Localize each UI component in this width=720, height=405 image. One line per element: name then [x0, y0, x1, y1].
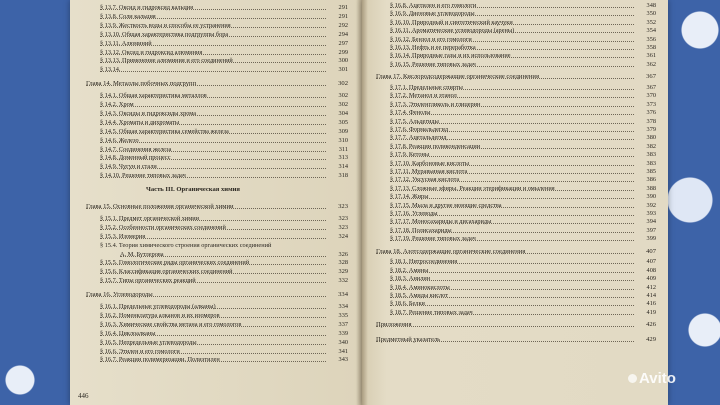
toc-title: § 16.1. Предельные углеводороды (алканы)	[100, 303, 216, 310]
leader-dots	[100, 71, 326, 72]
toc-page-number: 348	[646, 2, 656, 9]
toc-entry	[100, 172, 348, 179]
toc-heading	[146, 186, 348, 193]
toc-entry	[120, 251, 348, 258]
toc-title: § 18.2. Амины	[390, 266, 429, 274]
toc-entry	[390, 258, 656, 265]
toc-heading	[376, 336, 656, 343]
toc-title: § 17.14. Жиры	[390, 193, 429, 201]
toc-entry	[100, 215, 348, 222]
toc-page-number: 334	[338, 303, 348, 310]
toc-title: Глава 14. Металлы побочных подгрупп	[86, 80, 197, 88]
toc-page-number: 378	[646, 117, 656, 125]
toc-page-number: 362	[646, 60, 656, 68]
watermark-text: Avito	[639, 370, 676, 387]
toc-page-number: 300	[338, 57, 348, 65]
toc-title: § 13.9. Жесткость воды и способы ее устранения	[100, 21, 231, 29]
toc-page-number: 314	[338, 163, 348, 171]
toc-entry	[100, 259, 348, 266]
toc-page-number: 313	[338, 154, 348, 162]
toc-entry	[390, 61, 656, 68]
toc-entry	[100, 31, 348, 38]
toc-title: § 17.19. Решение типовых задач	[390, 235, 476, 243]
toc-title: § 15.4. Теория химического строения органических соединений	[100, 241, 272, 249]
toc-title: § 16.3. Химические свойства метана и его гомологов	[100, 320, 242, 328]
toc-title: А. М. Бутлерова	[120, 250, 164, 258]
toc-entry	[390, 202, 656, 209]
toc-page-number: 407	[646, 247, 656, 255]
toc-title: § 14.4. Хроматы и дихроматы	[100, 118, 180, 126]
toc-title: § 17.7. Ацетальдегид	[390, 134, 447, 142]
toc-title: § 15.7. Типы органических реакций	[100, 277, 196, 285]
toc-entry	[390, 235, 656, 242]
toc-entry	[100, 163, 348, 170]
toc-entry	[100, 40, 348, 47]
toc-entry	[390, 168, 656, 175]
toc-entry	[390, 309, 656, 316]
toc-entry	[100, 224, 348, 231]
toc-entry	[100, 146, 348, 153]
toc-page-number: 302	[338, 80, 348, 88]
toc-entry	[390, 10, 656, 17]
toc-entry	[100, 49, 348, 56]
toc-title: § 16.6. Этилен и его гомологи	[100, 347, 180, 355]
toc-title: § 17.11. Муравьиная кислота	[390, 168, 468, 175]
toc-entry	[390, 160, 656, 167]
toc-title: § 18.7. Решение типовых задач	[390, 308, 473, 316]
toc-entry	[390, 185, 656, 192]
toc-page-number: 379	[646, 126, 656, 133]
toc-page-number: 304	[338, 109, 348, 117]
toc-title: Глава 17. Кислородсодержащие органические соединения	[376, 73, 539, 81]
toc-title: § 13.12. Оксид и гидроксид алюминия	[100, 48, 203, 56]
toc-page-number: 361	[646, 52, 656, 60]
avito-watermark	[628, 370, 676, 387]
toc-title: § 18.6. Белки	[390, 300, 425, 308]
toc-title: § 16.7. Реакции полимеризации. Полиэтилен	[100, 356, 220, 364]
toc-title: § 17.8. Реакции поликонденсации	[390, 142, 481, 150]
toc-page-number: 328	[338, 259, 348, 267]
toc-page-number: 358	[646, 44, 656, 51]
toc-title: § 17.13. Сложные эфиры. Реакции этерификации и омыления	[390, 184, 555, 192]
toc-page-number: 305	[338, 118, 348, 126]
toc-title: § 14.3. Оксиды и гидроксиды хрома	[100, 109, 197, 117]
toc-title: § 16.10. Природный и синтетический каучуки	[390, 18, 513, 26]
toc-entry	[100, 128, 348, 135]
toc-page-number: 386	[646, 176, 656, 184]
toc-entry	[390, 275, 656, 282]
toc-title: § 16.5. Непредельные углеводороды	[100, 338, 197, 346]
toc-title: § 14.5. Общая характеристика семейства железа	[100, 127, 229, 135]
toc-page-number: 294	[338, 30, 348, 38]
toc-page-number: 334	[338, 291, 348, 299]
toc-page-number: 367	[646, 73, 656, 81]
toc-page-number: 354	[646, 27, 656, 35]
toc-title: § 17.2. Метанол и этанол	[390, 92, 457, 100]
toc-entry	[390, 27, 656, 34]
toc-title: § 16.13. Нефть и ее переработка	[390, 44, 476, 51]
toc-page-number: 291	[338, 12, 348, 20]
toc-title: § 17.17. Моносахариды и дисахариды	[390, 218, 492, 226]
toc-heading	[86, 203, 348, 210]
toc-entry	[100, 57, 348, 64]
toc-entry	[390, 227, 656, 234]
toc-heading	[376, 73, 656, 80]
toc-entry	[390, 52, 656, 59]
toc-title: § 13.14.	[100, 66, 121, 74]
toc-page-number: 393	[646, 210, 656, 217]
toc-entry	[390, 193, 656, 200]
toc-entry	[390, 109, 656, 116]
toc-title: § 14.10. Решение типовых задач	[100, 172, 186, 180]
toc-page-number: 382	[646, 142, 656, 150]
toc-entry	[100, 312, 348, 319]
toc-entry	[390, 300, 656, 307]
toc-title: § 17.4. Фенолы	[390, 109, 431, 117]
toc-page-number: 388	[646, 184, 656, 192]
toc-entry	[390, 210, 656, 217]
toc-page-number: 419	[646, 308, 656, 316]
toc-page-number: 376	[646, 109, 656, 117]
toc-page-number: 409	[646, 275, 656, 283]
toc-entry	[100, 119, 348, 126]
toc-entry	[390, 19, 656, 26]
toc-page-number: 323	[338, 223, 348, 231]
toc-entry	[100, 356, 348, 363]
toc-title: § 18.4. Аминокислоты	[390, 283, 450, 291]
toc-page-number: 311	[338, 145, 348, 153]
toc-heading	[86, 80, 348, 87]
toc-title: § 16.14. Природные газы и их использование	[390, 52, 511, 60]
toc-page-number: 412	[646, 283, 656, 291]
toc-page-number: 343	[338, 356, 348, 364]
toc-page-number: 394	[646, 218, 656, 226]
toc-entry	[100, 22, 348, 29]
toc-title: § 16.11. Ароматические углеводороды (арены)	[390, 27, 515, 35]
avito-logo-icon	[628, 374, 637, 383]
toc-page-number: 323	[338, 203, 348, 210]
toc-title: § 15.3. Изомерия	[100, 232, 146, 240]
toc-entry	[390, 218, 656, 225]
toc-page-number: 292	[338, 21, 348, 29]
toc-title: § 16.4. Циклоалканы	[100, 329, 156, 337]
toc-entry	[100, 137, 348, 144]
toc-page-number: 329	[338, 268, 348, 276]
left-page	[70, 0, 362, 405]
toc-page-number: 407	[646, 258, 656, 266]
toc-page-number: 380	[646, 134, 656, 142]
toc-entry	[100, 277, 348, 284]
toc-entry	[100, 92, 348, 99]
toc-page-number: 383	[646, 159, 656, 167]
toc-page-number: 390	[646, 193, 656, 201]
toc-page-number: 408	[646, 266, 656, 274]
toc-title: § 18.3. Анилин	[390, 275, 431, 283]
toc-page-number: 367	[646, 84, 656, 91]
toc-title: § 14.6. Железо	[100, 136, 139, 144]
toc-page-number: 356	[646, 35, 656, 43]
toc-title: § 14.9. Чугун и стали	[100, 163, 157, 171]
toc-page-number: 429	[646, 336, 656, 343]
toc-title: § 15.5. Гомологические ряды органических соединений	[100, 259, 250, 267]
toc-entry	[390, 267, 656, 274]
toc-title: § 17.5. Альдегиды	[390, 117, 439, 125]
toc-title: § 14.2. Хром	[100, 101, 134, 108]
toc-page-number: 350	[646, 10, 656, 18]
toc-entry	[390, 84, 656, 91]
toc-entry	[100, 154, 348, 161]
toc-entry	[390, 284, 656, 291]
toc-entry	[100, 321, 348, 328]
toc-title: Глава 18. Азотсодержащие органические соединения	[376, 247, 526, 255]
toc-entry	[390, 126, 656, 133]
leader-dots	[390, 305, 634, 306]
toc-title: § 16.12. Бензол и его гомологи	[390, 35, 472, 43]
toc-title: § 17.10. Карбоновые кислоты	[390, 159, 469, 167]
toc-entry	[100, 4, 348, 11]
toc-title: Глава 15. Основные положения органической химии	[86, 203, 234, 210]
toc-entry	[100, 242, 348, 249]
toc-entry	[390, 92, 656, 99]
toc-page-number: 416	[646, 300, 656, 308]
toc-page-number: 352	[646, 18, 656, 26]
toc-title: § 15.2. Особенности органических соединений	[100, 223, 226, 231]
toc-page-number: 392	[646, 201, 656, 209]
toc-title: § 16.8. Ацетилен и его гомологи	[390, 2, 477, 9]
toc-page-number: 318	[338, 172, 348, 180]
toc-entry	[390, 176, 656, 183]
toc-title: Глава 16. Углеводороды	[86, 291, 153, 299]
toc-page-number: 426	[646, 321, 656, 329]
toc-entry	[390, 101, 656, 108]
toc-page-number: 297	[338, 39, 348, 47]
toc-title: Предметный указатель	[376, 336, 441, 343]
toc-title: § 13.10. Общая характеристика подгруппы бора	[100, 30, 229, 38]
toc-title: § 16.9. Диеновые углеводороды	[390, 10, 475, 18]
toc-page-number: 324	[338, 232, 348, 240]
toc-page-number: 323	[338, 214, 348, 222]
toc-entry	[100, 233, 348, 240]
leader-dots	[376, 326, 634, 327]
toc-page-number: 383	[646, 151, 656, 159]
toc-page-number: 291	[338, 4, 348, 11]
toc-heading	[86, 291, 348, 298]
toc-title: Часть III. Органическая химия	[146, 186, 240, 194]
toc-page-number: 337	[338, 320, 348, 328]
toc-title: § 14.1. Общая характеристика металлов	[100, 92, 207, 100]
toc-title: § 17.18. Полисахариды	[390, 226, 452, 234]
toc-entry	[390, 36, 656, 43]
toc-entry	[100, 330, 348, 337]
toc-page-number: 335	[338, 311, 348, 319]
toc-page-number: 397	[646, 226, 656, 234]
toc-entry	[100, 339, 348, 346]
toc-entry	[390, 151, 656, 158]
toc-title: § 15.6. Классификация органических соединений	[100, 268, 233, 276]
toc-title: Приложения	[376, 321, 412, 329]
toc-heading	[376, 248, 656, 255]
toc-page-number: 341	[338, 347, 348, 355]
toc-entry	[100, 348, 348, 355]
right-page	[362, 0, 668, 405]
toc-title: § 13.13. Применение алюминия и его соединений	[100, 57, 233, 65]
toc-page-number: 399	[646, 235, 656, 243]
toc-entry	[390, 134, 656, 141]
toc-page-number: 299	[338, 48, 348, 56]
toc-entry	[100, 268, 348, 275]
toc-title: § 17.9. Кетоны	[390, 151, 430, 159]
toc-page-number: 370	[646, 92, 656, 100]
toc-title: § 14.8. Доменный процесс	[100, 154, 171, 162]
toc-page-number: 301	[338, 66, 348, 74]
toc-page-number: 326	[338, 250, 348, 258]
toc-page-number: 373	[646, 100, 656, 108]
toc-page-number: 302	[338, 101, 348, 108]
toc-entry	[390, 2, 656, 9]
toc-page-number: 310	[338, 136, 348, 144]
toc-entry	[100, 13, 348, 20]
toc-title: § 18.1. Нитросоединения	[390, 258, 458, 266]
book-spine	[356, 0, 368, 405]
toc-title: § 13.7. Оксид и гидроксид кальция	[100, 4, 193, 11]
toc-entry	[100, 66, 348, 73]
toc-page-number: 332	[338, 277, 348, 285]
toc-page-number: 385	[646, 168, 656, 175]
toc-title: § 18.5. Амиды кислот	[390, 292, 448, 299]
toc-title: § 16.15. Решение типовых задач	[390, 60, 476, 68]
toc-title: § 13.11. Алюминий	[100, 39, 152, 47]
toc-entry	[100, 101, 348, 108]
toc-page-number: 340	[338, 338, 348, 346]
toc-title: § 13.8. Соли кальция	[100, 12, 156, 20]
toc-entry	[390, 143, 656, 150]
toc-page-number: 302	[338, 92, 348, 100]
toc-title: § 15.1. Предмет органической химии	[100, 214, 200, 222]
toc-title: § 17.16. Углеводы	[390, 210, 438, 217]
toc-title: § 16.2. Номенклатура алканов и их изомеров	[100, 311, 220, 319]
toc-title: § 14.7. Соединения железа	[100, 145, 172, 153]
toc-entry	[390, 292, 656, 299]
toc-page-number: 414	[646, 292, 656, 299]
toc-title: § 17.15. Мыла и другие моющие средства	[390, 201, 502, 209]
toc-page-number: 339	[338, 329, 348, 337]
toc-entry	[390, 118, 656, 125]
toc-entry	[100, 303, 348, 310]
toc-title: § 17.3. Этиленгликоль и глицерин	[390, 100, 481, 108]
toc-title: § 17.12. Уксусная кислота	[390, 176, 460, 184]
toc-entry	[390, 44, 656, 51]
toc-entry	[100, 110, 348, 117]
page-number: 446	[78, 392, 89, 400]
toc-title: § 17.1. Предельные спирты	[390, 84, 463, 91]
toc-title: § 17.6. Формальдегид	[390, 126, 449, 133]
toc-heading	[376, 321, 656, 328]
toc-page-number: 309	[338, 127, 348, 135]
